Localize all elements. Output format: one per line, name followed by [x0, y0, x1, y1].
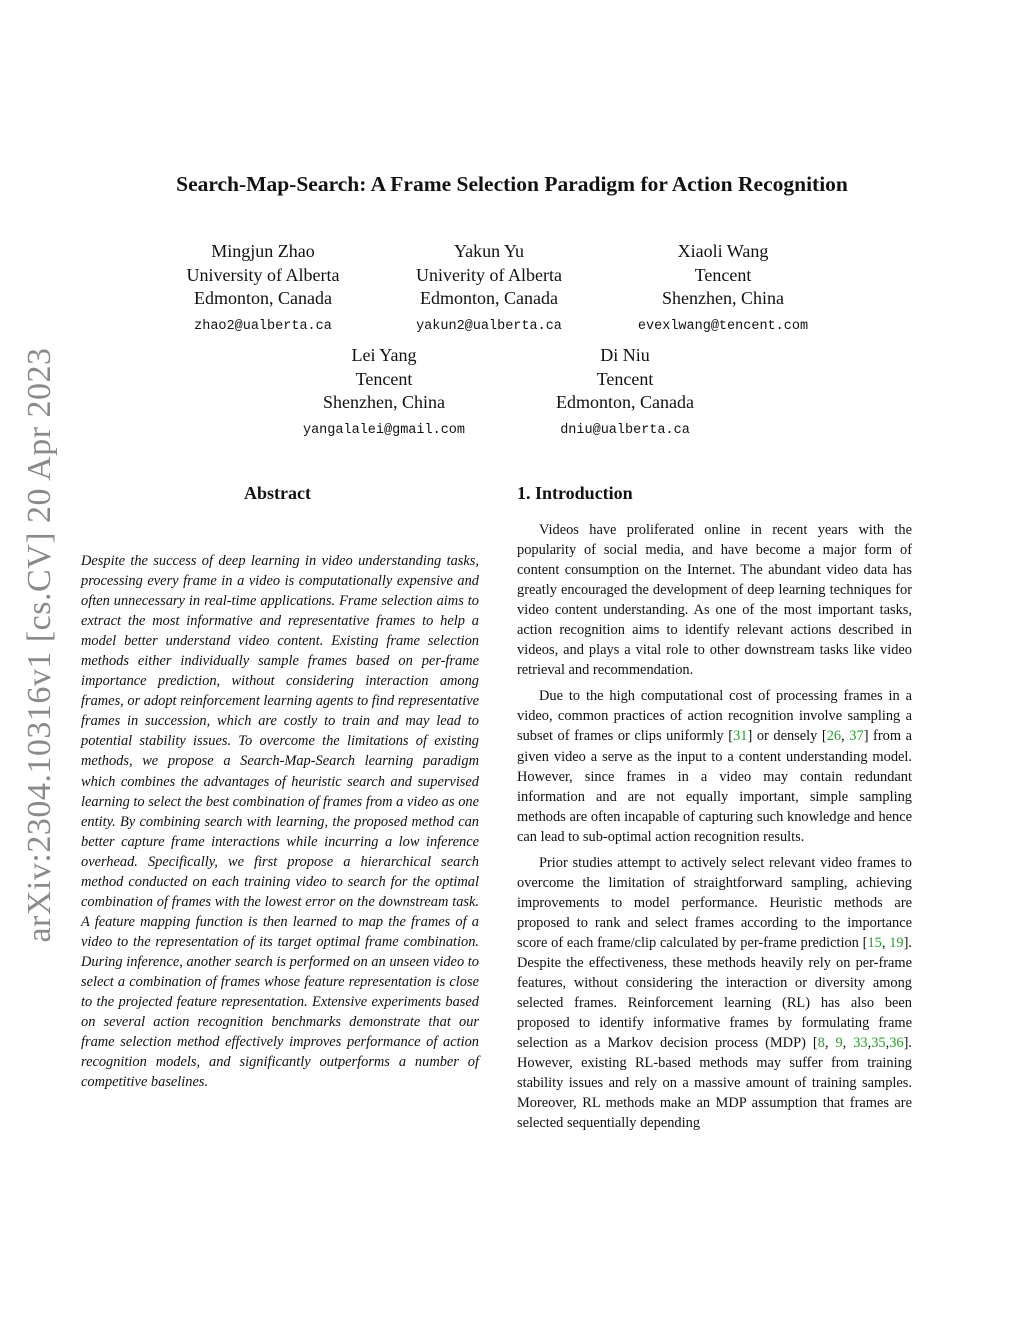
- citation-link[interactable]: 26: [826, 728, 842, 745]
- citation-link[interactable]: 36: [889, 1035, 904, 1052]
- author-email: yakun2@ualberta.ca: [416, 318, 562, 334]
- citation-link[interactable]: 8: [817, 1035, 825, 1052]
- author-block-2: [389, 240, 589, 338]
- author-location: Edmonton, Canada: [194, 288, 332, 308]
- author-affiliation: University of Alberta: [186, 264, 340, 285]
- abstract-heading: Abstract: [244, 483, 311, 503]
- author-name: Lei Yang: [351, 345, 417, 365]
- author-affiliation: Tencent: [694, 264, 752, 285]
- author-name: Di Niu: [600, 345, 650, 365]
- citation-link[interactable]: 35: [871, 1035, 886, 1052]
- author-block-1: [163, 240, 363, 338]
- citation-link[interactable]: 31: [733, 728, 748, 745]
- citation-link[interactable]: 9: [835, 1035, 843, 1052]
- citation-link[interactable]: 33: [853, 1035, 868, 1052]
- intro-paragraph-1: Videos have proliferated online in recent years with the popularity of social media, and have become a major form of content consumption on the Internet. The abundant video data has greatly encouraged the development of deep learning techniques for video content understanding. As one of the most important tasks, action recognition aims to identify relevant actions described in videos, and plays a vital role to other downstream tasks like video retrieval and recommendation.: [517, 522, 912, 679]
- author-name: Xiaoli Wang: [677, 241, 769, 261]
- abstract-text: Despite the success of deep learning in video understanding tasks, processing every frame in a video is computationally expensive and often unnecessary in real-time applications. Frame selection aims to extract the most informative and representative frames to help a model better understand video content. Existing frame selection methods either individually sample frames based on per-frame importance prediction, without considering interaction among frames, or adopt reinforcement learning agents to find representative frames in succession, which are costly to train and may lead to potential stability issues. To overcome the limitations of existing methods, we propose a Search-Map-Search learning paradigm which combines the advantages of heuristic search and supervised learning to select the best combination of frames from a video as one entity. By combining search with learning, the proposed method can better capture frame interactions while incurring a low inference overhead. Specifically, we first propose a hierarchical search method conducted on each training video to search for the optimal combination of frames with the lowest error on the downstream task. A feature mapping function is then learned to map the frames of a video to the representation of its target optimal frame combination. During inference, another search is performed on an unseen video to select a combination of frames whose feature representation is close to the projected feature representation. Extensive experiments based on several action recognition benchmarks demonstrate that our frame selection method effectively improves performance of action recognition models, and significantly outperforms a number of competitive baselines.: [81, 553, 479, 1091]
- author-affiliation: Tencent: [355, 368, 413, 389]
- citation-link[interactable]: 15: [867, 934, 882, 951]
- author-email: dniu@ualberta.ca: [560, 422, 690, 438]
- author-affiliation: Tencent: [596, 368, 654, 389]
- intro-paragraph-2: Due to the high computational cost of processing frames in a video, common practices of action recognition involve sampling a subset of frames or clips uniformly [31] or densely [26, 37] from a given video a serve as the input to a content understanding model. However, since frames in a video may contain redundant information and are not equally important, simple sampling methods are often incapable of capturing such knowledge and hence can lead to sub-optimal action recognition results.: [517, 688, 912, 845]
- author-email: zhao2@ualberta.ca: [194, 318, 332, 334]
- citation-link[interactable]: 19: [889, 934, 904, 951]
- intro-paragraph-3: Prior studies attempt to actively select relevant video frames to overcome the limitation of straightforward sampling, achieving improvements to model performance. Heuristic methods are proposed to rank and select frames according to the importance score of each frame/clip calculated by per-frame prediction [15, 19]. Despite the effectiveness, these methods heavily rely on per-frame features, without considering the interaction or diversity among selected frames. Reinforcement learning (RL) has also been proposed to identify informative frames by formulating frame selection as a Markov decision process (MDP) [8, 9, 33,35,36]. However, existing RL-based methods may suffer from training stability issues and rely on a massive amount of training samples. Moreover, RL methods make an MDP assumption that frames are selected sequentially depending: [517, 854, 913, 1132]
- introduction-heading: 1. Introduction: [517, 483, 633, 503]
- author-email: evexlwang@tencent.com: [637, 318, 809, 334]
- author-location: Shenzhen, China: [662, 288, 784, 308]
- author-location: Edmonton, Canada: [420, 288, 558, 308]
- author-block-4: [284, 344, 484, 442]
- paper-title: Search-Map-Search: A Frame Selection Paradigm for Action Recognition: [176, 172, 848, 196]
- arxiv-identifier: arXiv:2304.10316v1 [cs.CV] 20 Apr 2023: [21, 347, 58, 943]
- author-affiliation: Univerity of Alberta: [416, 264, 562, 285]
- author-name: Mingjun Zhao: [211, 241, 315, 261]
- author-location: Shenzhen, China: [323, 392, 445, 412]
- author-location: Edmonton, Canada: [556, 392, 694, 412]
- author-name: Yakun Yu: [453, 241, 525, 261]
- author-block-5: [525, 344, 725, 442]
- citation-link[interactable]: 37: [849, 728, 864, 745]
- introduction-body: [517, 520, 912, 1139]
- author-email: yangalalei@gmail.com: [302, 422, 466, 438]
- author-block-3: [613, 240, 833, 338]
